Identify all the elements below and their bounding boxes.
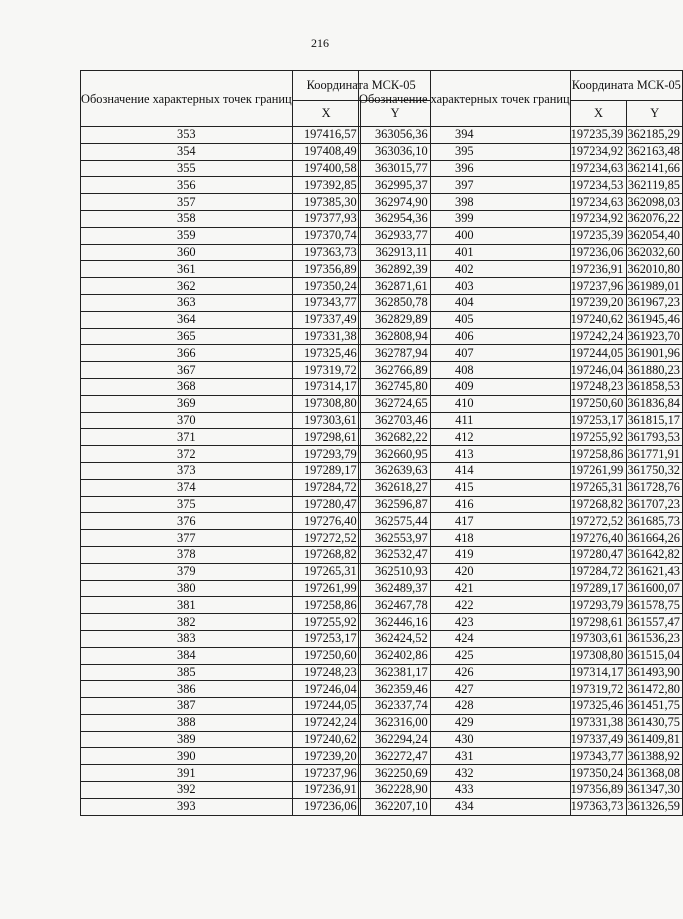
y-coordinate-cell: 361409,81 [627,731,683,748]
x-coordinate-cell: 197319,72 [292,362,360,379]
y-coordinate-cell: 362808,94 [360,328,430,345]
point-number-cell: 398 [359,194,571,211]
y-coordinate-cell: 361388,92 [627,748,683,765]
x-coordinate-cell: 197308,80 [570,647,627,664]
point-number-cell: 397 [359,177,571,194]
column-header-x: X [570,100,627,126]
point-number-cell: 376 [81,513,293,530]
point-number-cell: 374 [81,479,293,496]
x-coordinate-cell: 197377,93 [292,210,360,227]
point-number-cell: 389 [81,731,293,748]
point-number-cell: 390 [81,748,293,765]
y-coordinate-cell: 362359,46 [360,681,430,698]
point-number-cell: 383 [81,630,293,647]
column-header-y: Y [627,100,683,126]
table-row [359,479,683,496]
table-row [359,412,683,429]
coordinates-table-right [358,70,683,816]
y-coordinate-cell: 361621,43 [627,563,683,580]
y-coordinate-cell: 362995,37 [360,177,430,194]
point-number-cell: 375 [81,496,293,513]
x-coordinate-cell: 197314,17 [292,378,360,395]
x-coordinate-cell: 197253,17 [570,412,627,429]
point-number-cell: 391 [81,765,293,782]
y-coordinate-cell: 362510,93 [360,563,430,580]
point-number-cell: 388 [81,714,293,731]
x-coordinate-cell: 197293,79 [292,446,360,463]
y-coordinate-cell: 362446,16 [360,614,430,631]
x-coordinate-cell: 197370,74 [292,227,360,244]
x-coordinate-cell: 197265,31 [292,563,360,580]
column-header-point-label: Обозначение характерных точек границ [81,71,293,127]
point-number-cell: 416 [359,496,571,513]
y-coordinate-cell: 362575,44 [360,513,430,530]
y-coordinate-cell: 362954,36 [360,210,430,227]
point-number-cell: 396 [359,160,571,177]
y-coordinate-cell: 361685,73 [627,513,683,530]
point-number-cell: 362 [81,278,293,295]
y-coordinate-cell: 362532,47 [360,546,430,563]
table-row [359,429,683,446]
point-number-cell: 411 [359,412,571,429]
y-coordinate-cell: 362294,24 [360,731,430,748]
x-coordinate-cell: 197258,86 [292,597,360,614]
x-coordinate-cell: 197284,72 [292,479,360,496]
point-number-cell: 402 [359,261,571,278]
y-coordinate-cell: 361493,90 [627,664,683,681]
table-row [359,580,683,597]
y-coordinate-cell: 362316,00 [360,714,430,731]
x-coordinate-cell: 197235,39 [570,127,627,144]
table-row [359,143,683,160]
table-row [359,530,683,547]
x-coordinate-cell: 197236,06 [292,798,360,815]
y-coordinate-cell: 362745,80 [360,378,430,395]
point-number-cell: 419 [359,546,571,563]
point-number-cell: 400 [359,227,571,244]
point-number-cell: 386 [81,681,293,698]
x-coordinate-cell: 197258,86 [570,446,627,463]
point-number-cell: 425 [359,647,571,664]
point-number-cell: 404 [359,294,571,311]
x-coordinate-cell: 197356,89 [570,782,627,799]
point-number-cell: 412 [359,429,571,446]
x-coordinate-cell: 197255,92 [292,614,360,631]
point-number-cell: 370 [81,412,293,429]
x-coordinate-cell: 197314,17 [570,664,627,681]
point-number-cell: 354 [81,143,293,160]
point-number-cell: 377 [81,530,293,547]
x-coordinate-cell: 197237,96 [570,278,627,295]
y-coordinate-cell: 361707,23 [627,496,683,513]
point-number-cell: 355 [81,160,293,177]
point-number-cell: 429 [359,714,571,731]
x-coordinate-cell: 197240,62 [292,731,360,748]
point-number-cell: 364 [81,311,293,328]
y-coordinate-cell: 361326,59 [627,798,683,815]
y-coordinate-cell: 362618,27 [360,479,430,496]
point-number-cell: 360 [81,244,293,261]
column-header-x: X [292,100,360,126]
x-coordinate-cell: 197385,30 [292,194,360,211]
point-number-cell: 408 [359,362,571,379]
y-coordinate-cell: 362098,03 [627,194,683,211]
column-header-y: Y [360,100,430,126]
y-coordinate-cell: 362553,97 [360,530,430,547]
point-number-cell: 356 [81,177,293,194]
x-coordinate-cell: 197337,49 [570,731,627,748]
y-coordinate-cell: 361967,23 [627,294,683,311]
point-number-cell: 401 [359,244,571,261]
y-coordinate-cell: 361945,46 [627,311,683,328]
point-number-cell: 405 [359,311,571,328]
x-coordinate-cell: 197234,92 [570,210,627,227]
y-coordinate-cell: 361923,70 [627,328,683,345]
y-coordinate-cell: 362933,77 [360,227,430,244]
y-coordinate-cell: 361430,75 [627,714,683,731]
point-number-cell: 365 [81,328,293,345]
y-coordinate-cell: 361451,75 [627,698,683,715]
y-coordinate-cell: 362596,87 [360,496,430,513]
table-row [359,597,683,614]
point-number-cell: 434 [359,798,571,815]
point-number-cell: 414 [359,462,571,479]
table-row [359,630,683,647]
column-header-coordinate: Координата МСК-05 [292,71,430,101]
point-number-cell: 427 [359,681,571,698]
point-number-cell: 367 [81,362,293,379]
x-coordinate-cell: 197325,46 [292,345,360,362]
y-coordinate-cell: 362871,61 [360,278,430,295]
x-coordinate-cell: 197234,92 [570,143,627,160]
x-coordinate-cell: 197308,80 [292,395,360,412]
point-number-cell: 428 [359,698,571,715]
x-coordinate-cell: 197234,53 [570,177,627,194]
x-coordinate-cell: 197261,99 [570,462,627,479]
y-coordinate-cell: 363015,77 [360,160,430,177]
y-coordinate-cell: 362829,89 [360,311,430,328]
y-coordinate-cell: 361557,47 [627,614,683,631]
x-coordinate-cell: 197331,38 [570,714,627,731]
point-number-cell: 379 [81,563,293,580]
y-coordinate-cell: 361368,08 [627,765,683,782]
table-row [359,513,683,530]
y-coordinate-cell: 361815,17 [627,412,683,429]
x-coordinate-cell: 197303,61 [570,630,627,647]
y-coordinate-cell: 362424,52 [360,630,430,647]
table-row [359,782,683,799]
y-coordinate-cell: 362010,80 [627,261,683,278]
y-coordinate-cell: 361793,53 [627,429,683,446]
y-coordinate-cell: 362724,65 [360,395,430,412]
x-coordinate-cell: 197255,92 [570,429,627,446]
point-number-cell: 406 [359,328,571,345]
point-number-cell: 359 [81,227,293,244]
y-coordinate-cell: 362850,78 [360,294,430,311]
table-row [359,395,683,412]
x-coordinate-cell: 197248,23 [292,664,360,681]
table-row [359,664,683,681]
table-row [359,261,683,278]
table-row [359,227,683,244]
table-row [359,177,683,194]
x-coordinate-cell: 197350,24 [292,278,360,295]
table-row [359,731,683,748]
point-number-cell: 394 [359,127,571,144]
x-coordinate-cell: 197280,47 [570,546,627,563]
x-coordinate-cell: 197289,17 [570,580,627,597]
x-coordinate-cell: 197276,40 [570,530,627,547]
page-number: 216 [311,36,329,50]
y-coordinate-cell: 362489,37 [360,580,430,597]
point-number-cell: 368 [81,378,293,395]
x-coordinate-cell: 197325,46 [570,698,627,715]
y-coordinate-cell: 361515,04 [627,647,683,664]
y-coordinate-cell: 362974,90 [360,194,430,211]
x-coordinate-cell: 197253,17 [292,630,360,647]
table-row [359,362,683,379]
table-row [359,294,683,311]
y-coordinate-cell: 362913,11 [360,244,430,261]
point-number-cell: 387 [81,698,293,715]
column-header-point-label: Обозначение характерных точек границ [359,71,571,127]
table-row [359,563,683,580]
x-coordinate-cell: 197303,61 [292,412,360,429]
point-number-cell: 409 [359,378,571,395]
point-number-cell: 372 [81,446,293,463]
x-coordinate-cell: 197239,20 [292,748,360,765]
point-number-cell: 385 [81,664,293,681]
point-number-cell: 432 [359,765,571,782]
table-row [359,328,683,345]
table-row [359,446,683,463]
y-coordinate-cell: 362250,69 [360,765,430,782]
y-coordinate-cell: 362892,39 [360,261,430,278]
point-number-cell: 424 [359,630,571,647]
table-row [359,194,683,211]
y-coordinate-cell: 361472,80 [627,681,683,698]
point-number-cell: 384 [81,647,293,664]
y-coordinate-cell: 361750,32 [627,462,683,479]
point-number-cell: 369 [81,395,293,412]
point-number-cell: 418 [359,530,571,547]
table-row [359,210,683,227]
x-coordinate-cell: 197408,49 [292,143,360,160]
y-coordinate-cell: 361642,82 [627,546,683,563]
x-coordinate-cell: 197244,05 [292,698,360,715]
x-coordinate-cell: 197237,96 [292,765,360,782]
x-coordinate-cell: 197400,58 [292,160,360,177]
y-coordinate-cell: 362207,10 [360,798,430,815]
table-row [359,345,683,362]
y-coordinate-cell: 362119,85 [627,177,683,194]
point-number-cell: 410 [359,395,571,412]
y-coordinate-cell: 361771,91 [627,446,683,463]
x-coordinate-cell: 197250,60 [292,647,360,664]
y-coordinate-cell: 362228,90 [360,782,430,799]
x-coordinate-cell: 197343,77 [292,294,360,311]
table-row [359,462,683,479]
x-coordinate-cell: 197244,05 [570,345,627,362]
point-number-cell: 422 [359,597,571,614]
table-row [359,798,683,815]
y-coordinate-cell: 362766,89 [360,362,430,379]
point-number-cell: 363 [81,294,293,311]
point-number-cell: 393 [81,798,293,815]
table-row [359,278,683,295]
y-coordinate-cell: 361578,75 [627,597,683,614]
x-coordinate-cell: 197239,20 [570,294,627,311]
table-row [359,160,683,177]
x-coordinate-cell: 197272,52 [570,513,627,530]
table-row [359,496,683,513]
x-coordinate-cell: 197235,39 [570,227,627,244]
y-coordinate-cell: 361836,84 [627,395,683,412]
point-number-cell: 395 [359,143,571,160]
x-coordinate-cell: 197236,06 [570,244,627,261]
y-coordinate-cell: 362467,78 [360,597,430,614]
point-number-cell: 413 [359,446,571,463]
point-number-cell: 378 [81,546,293,563]
x-coordinate-cell: 197236,91 [292,782,360,799]
point-number-cell: 382 [81,614,293,631]
y-coordinate-cell: 361880,23 [627,362,683,379]
y-coordinate-cell: 362054,40 [627,227,683,244]
y-coordinate-cell: 361600,07 [627,580,683,597]
x-coordinate-cell: 197234,63 [570,194,627,211]
y-coordinate-cell: 361728,76 [627,479,683,496]
x-coordinate-cell: 197240,62 [570,311,627,328]
y-coordinate-cell: 363056,36 [360,127,430,144]
point-number-cell: 392 [81,782,293,799]
y-coordinate-cell: 362682,22 [360,429,430,446]
table-row [359,378,683,395]
point-number-cell: 353 [81,127,293,144]
table-row [359,765,683,782]
y-coordinate-cell: 361664,26 [627,530,683,547]
table-row [359,311,683,328]
point-number-cell: 421 [359,580,571,597]
x-coordinate-cell: 197298,61 [292,429,360,446]
table-row [359,127,683,144]
point-number-cell: 357 [81,194,293,211]
table-row [359,614,683,631]
y-coordinate-cell: 362660,95 [360,446,430,463]
point-number-cell: 420 [359,563,571,580]
point-number-cell: 371 [81,429,293,446]
point-number-cell: 415 [359,479,571,496]
point-number-cell: 358 [81,210,293,227]
x-coordinate-cell: 197293,79 [570,597,627,614]
y-coordinate-cell: 362381,17 [360,664,430,681]
table-row [359,714,683,731]
point-number-cell: 403 [359,278,571,295]
x-coordinate-cell: 197236,91 [570,261,627,278]
x-coordinate-cell: 197261,99 [292,580,360,597]
point-number-cell: 373 [81,462,293,479]
x-coordinate-cell: 197234,63 [570,160,627,177]
y-coordinate-cell: 361347,30 [627,782,683,799]
x-coordinate-cell: 197392,85 [292,177,360,194]
y-coordinate-cell: 362076,22 [627,210,683,227]
point-number-cell: 433 [359,782,571,799]
x-coordinate-cell: 197298,61 [570,614,627,631]
point-number-cell: 366 [81,345,293,362]
x-coordinate-cell: 197246,04 [570,362,627,379]
x-coordinate-cell: 197356,89 [292,261,360,278]
x-coordinate-cell: 197250,60 [570,395,627,412]
table-row [359,546,683,563]
point-number-cell: 407 [359,345,571,362]
y-coordinate-cell: 362272,47 [360,748,430,765]
y-coordinate-cell: 361536,23 [627,630,683,647]
table-row [359,647,683,664]
x-coordinate-cell: 197289,17 [292,462,360,479]
x-coordinate-cell: 197248,23 [570,378,627,395]
y-coordinate-cell: 362163,48 [627,143,683,160]
point-number-cell: 399 [359,210,571,227]
x-coordinate-cell: 197280,47 [292,496,360,513]
table-row [359,681,683,698]
y-coordinate-cell: 362787,94 [360,345,430,362]
column-header-coordinate: Координата МСК-05 [570,71,682,101]
point-number-cell: 380 [81,580,293,597]
y-coordinate-cell: 362337,74 [360,698,430,715]
x-coordinate-cell: 197416,57 [292,127,360,144]
x-coordinate-cell: 197343,77 [570,748,627,765]
point-number-cell: 426 [359,664,571,681]
x-coordinate-cell: 197246,04 [292,681,360,698]
y-coordinate-cell: 362703,46 [360,412,430,429]
x-coordinate-cell: 197265,31 [570,479,627,496]
table-row [359,748,683,765]
y-coordinate-cell: 362141,66 [627,160,683,177]
x-coordinate-cell: 197337,49 [292,311,360,328]
x-coordinate-cell: 197268,82 [292,546,360,563]
y-coordinate-cell: 361858,53 [627,378,683,395]
point-number-cell: 431 [359,748,571,765]
x-coordinate-cell: 197350,24 [570,765,627,782]
y-coordinate-cell: 363036,10 [360,143,430,160]
y-coordinate-cell: 362639,63 [360,462,430,479]
y-coordinate-cell: 361989,01 [627,278,683,295]
table-row [359,244,683,261]
point-number-cell: 430 [359,731,571,748]
y-coordinate-cell: 362402,86 [360,647,430,664]
x-coordinate-cell: 197284,72 [570,563,627,580]
x-coordinate-cell: 197242,24 [570,328,627,345]
x-coordinate-cell: 197272,52 [292,530,360,547]
point-number-cell: 361 [81,261,293,278]
y-coordinate-cell: 361901,96 [627,345,683,362]
x-coordinate-cell: 197363,73 [292,244,360,261]
point-number-cell: 423 [359,614,571,631]
table-body-right [359,127,683,816]
point-number-cell: 417 [359,513,571,530]
point-number-cell: 381 [81,597,293,614]
x-coordinate-cell: 197331,38 [292,328,360,345]
x-coordinate-cell: 197363,73 [570,798,627,815]
x-coordinate-cell: 197268,82 [570,496,627,513]
x-coordinate-cell: 197242,24 [292,714,360,731]
x-coordinate-cell: 197319,72 [570,681,627,698]
table-row [359,698,683,715]
y-coordinate-cell: 362032,60 [627,244,683,261]
y-coordinate-cell: 362185,29 [627,127,683,144]
x-coordinate-cell: 197276,40 [292,513,360,530]
